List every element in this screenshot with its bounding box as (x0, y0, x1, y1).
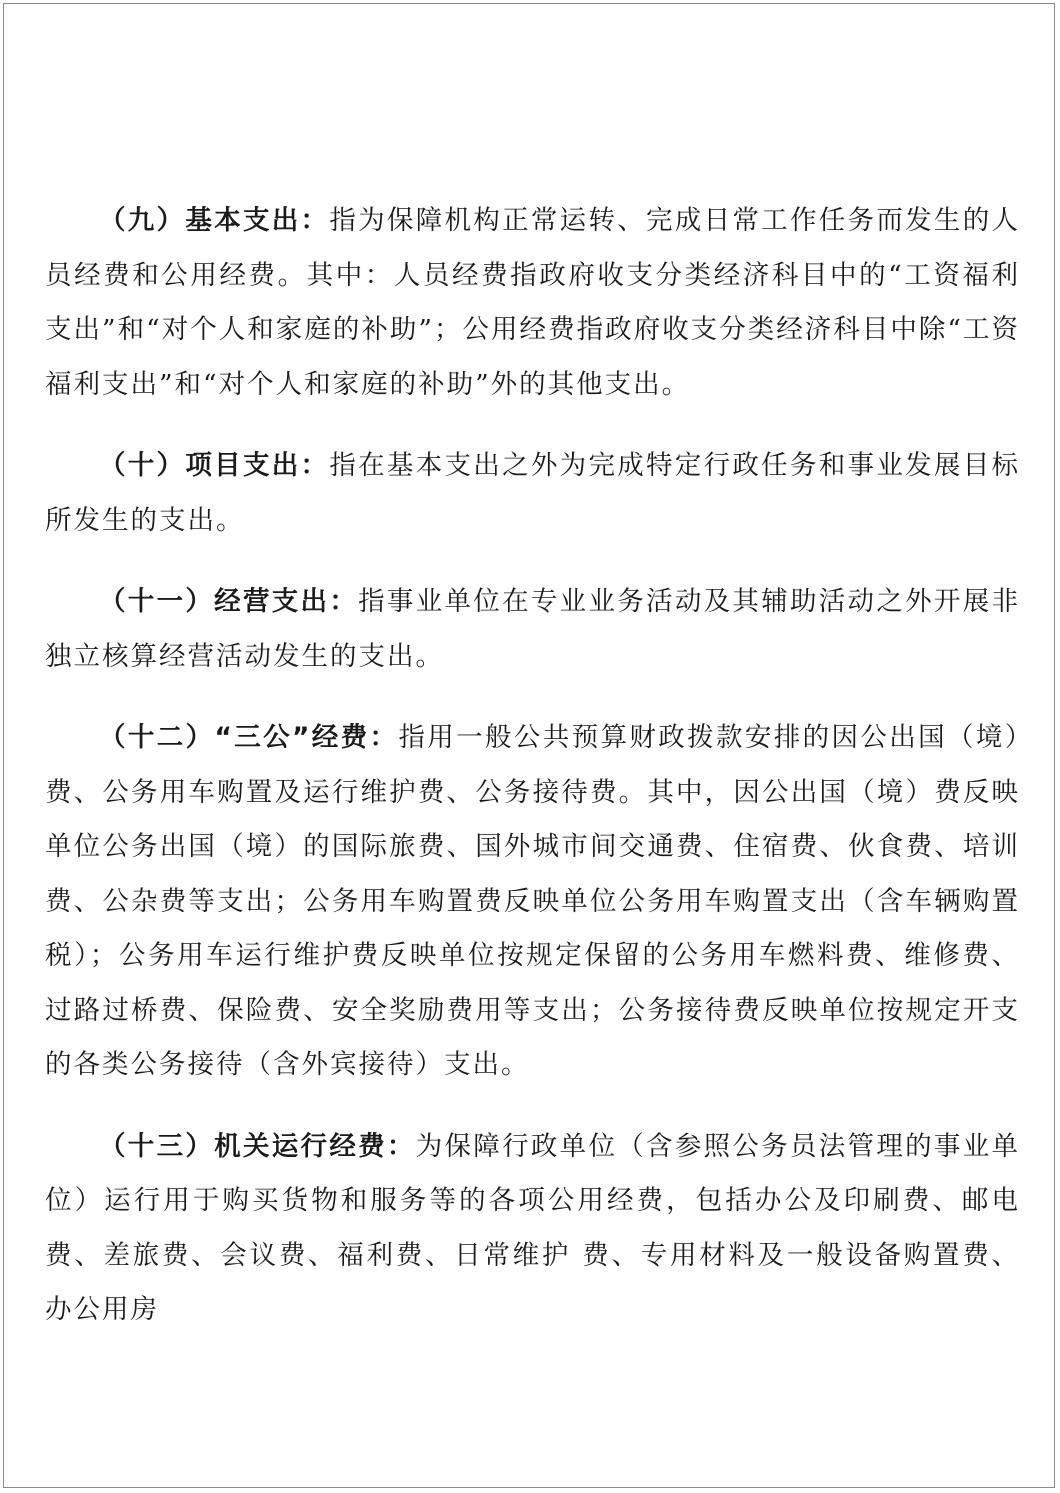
definition-project-expenditure: 指在基本支出之外为完成特定行政任务和事业发展目标所发生的支出。 (45, 450, 1021, 536)
term-basic-expenditure: （九）基本支出： (99, 205, 330, 236)
definition-operating-expenditure: 指事业单位在专业业务活动及其辅助活动之外开展非独立核算经营活动发生的支出。 (45, 586, 1021, 672)
paragraph-operating-expenditure (45, 575, 1020, 684)
term-operating-expenditure: （十一）经营支出： (99, 586, 359, 617)
document-page (3, 3, 1055, 1488)
document-body (45, 194, 1020, 1365)
definition-agency-operating-funds: 为保障行政单位（含参照公务员法管理的事业单位）运行用于购买货物和服务等的各项公用经费，包括办公及印刷费、邮电费、差旅费、会议费、福利费、日常维护 费、专用材料及一般设备购置费、办公用房 (45, 1130, 1021, 1325)
term-three-public-expenses: （十二）“三公”经费： (99, 722, 399, 753)
term-project-expenditure: （十）项目支出： (99, 450, 330, 481)
paragraph-agency-operating-funds (45, 1120, 1020, 1338)
paragraph-basic-expenditure (45, 194, 1020, 412)
paragraph-project-expenditure (45, 439, 1020, 548)
paragraph-three-public-expenses (45, 711, 1020, 1093)
definition-three-public-expenses: 指用一般公共预算财政拨款安排的因公出国（境）费、公务用车购置及运行维护费、公务接待费。其中，因公出国（境）费反映单位公务出国（境）的国际旅费、国外城市间交通费、住宿费、伙食费、培训费、公杂费等支出；公务用车购置费反映单位公务用车购置支出（含车辆购置税）；公务用车运行维护费反映单位按规定保留的公务用车燃料费、维修费、过路过桥费、保险费、安全奖励费用等支出；公务接待费反映单位按规定开支的各类公务接待（含外宾接待）支出。 (45, 722, 1021, 1080)
definition-basic-expenditure: 指为保障机构正常运转、完成日常工作任务而发生的人员经费和公用经费。其中：人员经费指政府收支分类经济科目中的“工资福利支出”和“对个人和家庭的补助”；公用经费指政府收支分类经济科目中除“工资福利支出”和“对个人和家庭的补助”外的其他支出。 (45, 205, 1021, 400)
term-agency-operating-funds: （十三）机关运行经费： (99, 1130, 416, 1162)
